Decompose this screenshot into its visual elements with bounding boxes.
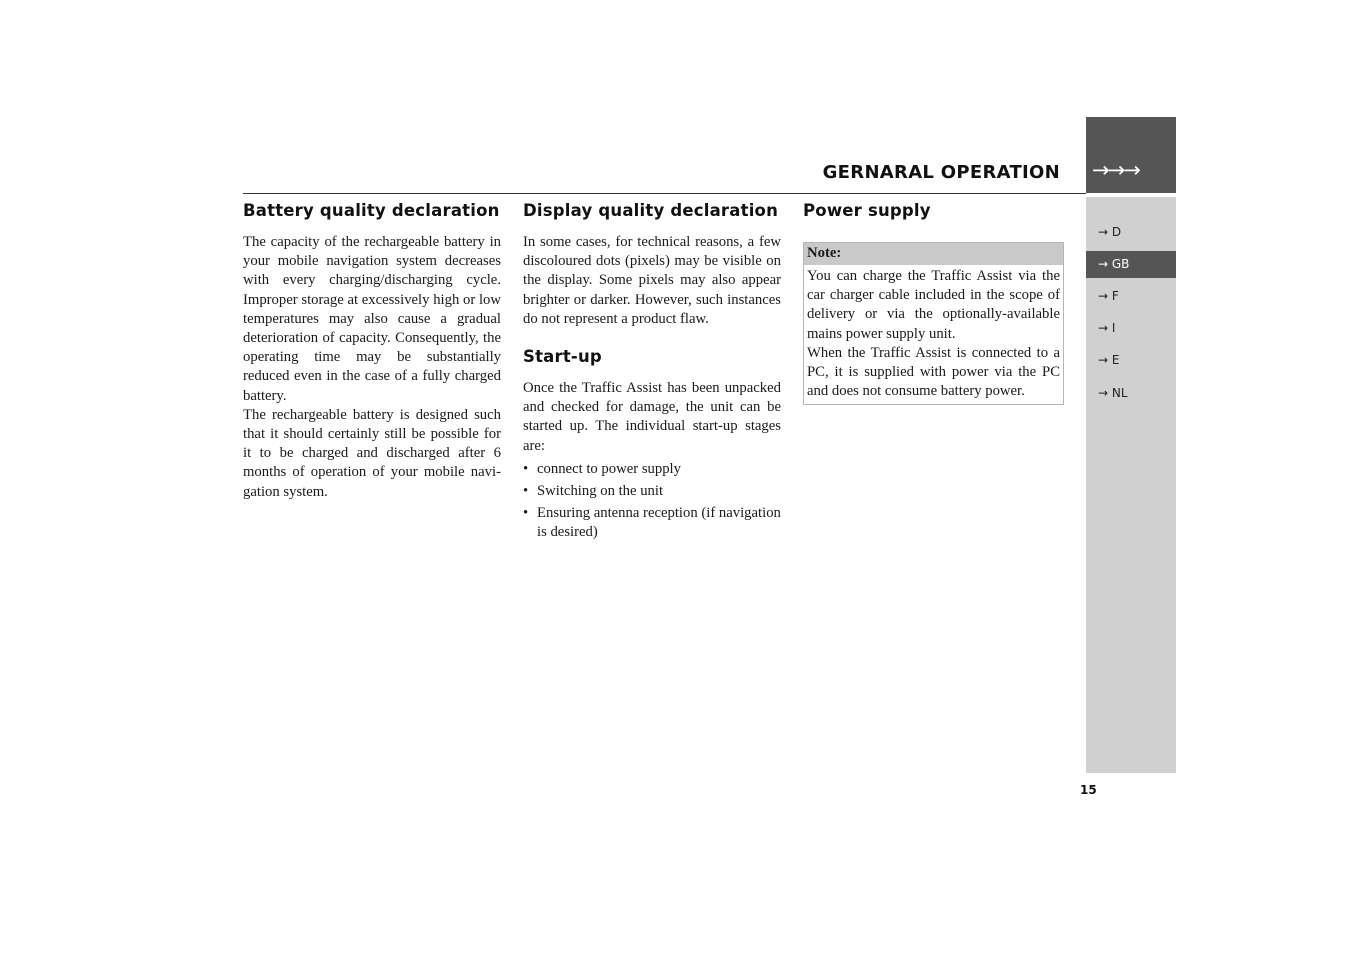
lang-link-i[interactable]: → I	[1098, 321, 1116, 335]
note-body	[804, 265, 1063, 401]
power-heading: Power supply	[803, 201, 931, 220]
lang-link-d[interactable]: → D	[1098, 225, 1122, 239]
startup-text	[523, 379, 781, 546]
header-rule	[243, 193, 1086, 194]
display-paragraph: In some cases, for technical reasons, a few discoloured dots (pixels) may be visible on the display. Some pixels may also appear brighter or darker. However, such instances do not represent a product flaw.	[523, 234, 781, 327]
page-number: 15	[1080, 783, 1097, 797]
battery-text	[243, 233, 501, 502]
note-box	[803, 242, 1064, 405]
battery-heading: Battery quality declaration	[243, 201, 500, 220]
battery-paragraph-2: The rechargeable battery is designed such that it should certainly still be possible for it to be charged and discharged after 6 months of operation of your mobile navigation system.	[243, 406, 501, 500]
display-section	[523, 201, 781, 220]
lang-link-gb[interactable]: → GB	[1086, 251, 1176, 278]
startup-steps-list	[523, 460, 781, 543]
note-label: Note:	[804, 243, 1063, 265]
display-heading: Display quality declaration	[523, 201, 779, 220]
power-section	[803, 201, 1061, 220]
battery-paragraph-1: The capacity of the rechargeable battery in your mobile navigation system decreases with every charging/discharging cycle. Improper storage at excessively high or low temperatures may also cause a gradual deterioration of capacity. Consequently, the operating time may be substantially reduced even in the case of a fully charged battery.	[243, 234, 501, 404]
startup-heading: Start-up	[523, 347, 602, 366]
section-title: GERNARAL OPERATION	[822, 162, 1060, 183]
list-item: • Switching on the unit	[523, 482, 781, 501]
language-sidebar	[1086, 197, 1176, 773]
display-text	[523, 233, 781, 329]
note-paragraph-2: When the Traffic Assist is connected to a PC, it is supplied with power via the PC and does not consume battery power.	[807, 344, 1060, 400]
lang-link-e[interactable]: → E	[1098, 353, 1120, 367]
list-item: • connect to power supply	[523, 460, 781, 479]
lang-link-f[interactable]: → F	[1098, 289, 1119, 303]
note-paragraph-1: You can charge the Traffic Assist via the car charger cable included in the scope of delivery or via the optionally-available mains power supply unit.	[807, 268, 1060, 342]
list-item: • Ensuring antenna reception (if navigation is desired)	[523, 504, 781, 542]
startup-paragraph: Once the Traffic Assist has been unpacked and checked for damage, the unit can be started up. The individual start-up stages are:	[523, 380, 781, 454]
startup-section	[523, 347, 781, 366]
lang-link-nl[interactable]: → NL	[1098, 386, 1128, 400]
forward-arrows-icon: →→→	[1092, 158, 1139, 182]
battery-section	[243, 201, 501, 220]
